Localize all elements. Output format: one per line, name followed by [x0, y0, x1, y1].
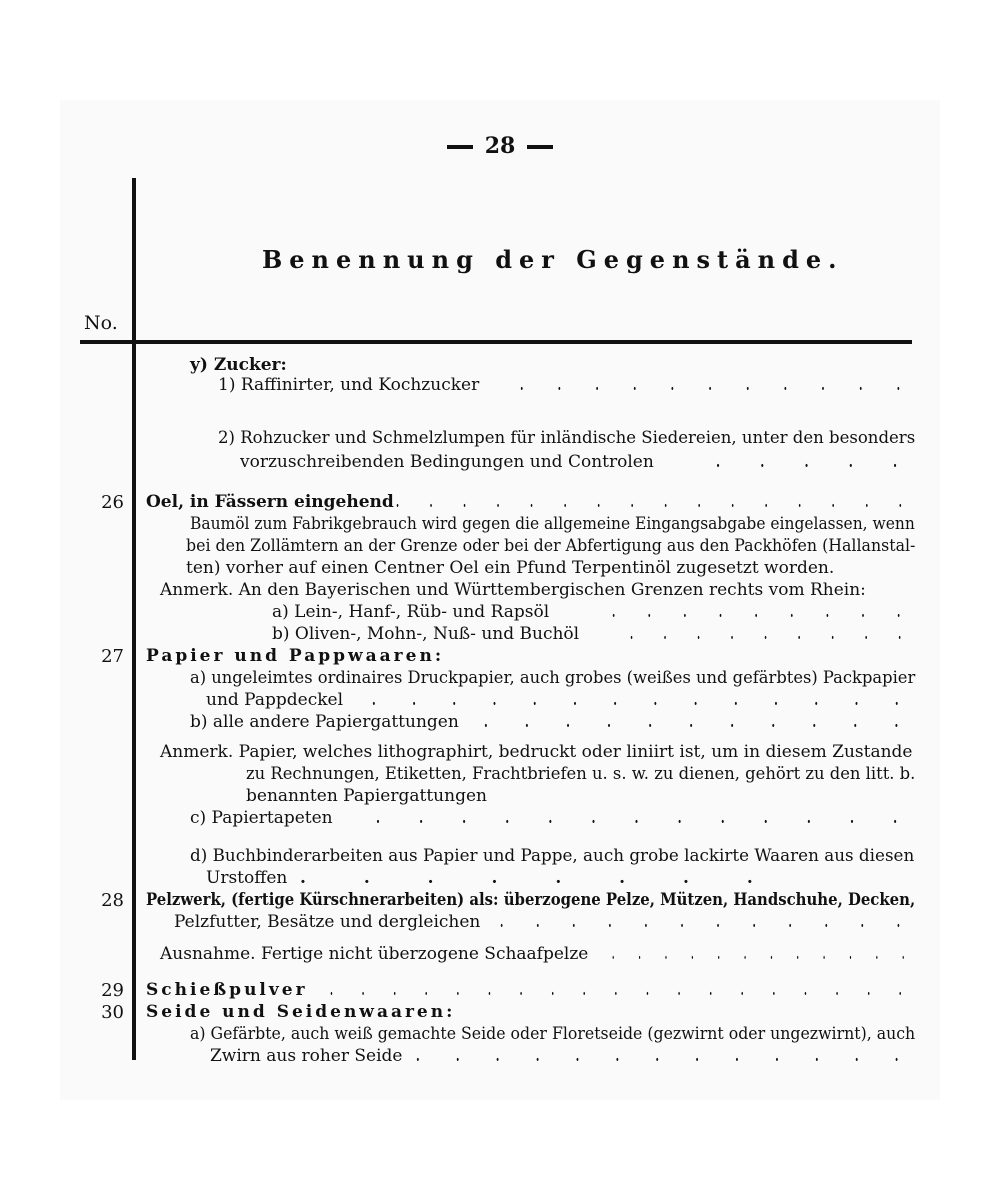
- entry-zucker-1: 1) Raffinirter, und Kochzucker: [218, 375, 480, 395]
- entry-seide-a: a) Gefärbte, auch weiß gemachte Seide oder Floretseide (gezwirnt oder ungezwirnt), auch: [190, 1024, 916, 1044]
- leader-dots: . . . . . . . . . . . . . . . . . . .: [330, 980, 915, 1000]
- entry-oel-a: a) Lein-, Hanf-, Rüb- und Rapsöl: [272, 602, 550, 622]
- entry-pelzwerk-ausnahme: Ausnahme. Fertige nicht überzogene Schaafpelze: [160, 944, 589, 964]
- leader-dots: . . . . . . . .: [300, 868, 779, 888]
- leader-dots: . . . . . . . . . . . .: [612, 944, 916, 964]
- page-number: [0, 133, 1000, 159]
- entry-papier-anmerk-3: benannten Papiergattungen: [246, 786, 487, 806]
- leader-dots: . . . . . . . . . . . . . . . .: [396, 492, 916, 512]
- left-column-rule: [132, 178, 136, 1060]
- dash-right: [527, 145, 553, 149]
- entry-oel-b: b) Oliven-, Mohn-, Nuß- und Buchöl: [272, 624, 580, 644]
- entry-oel-anmerk: Anmerk. An den Bayerischen und Württembergischen Grenzen rechts vom Rhein:: [160, 580, 866, 600]
- leader-dots: . . . . . . . . . . .: [520, 375, 916, 395]
- leader-dots: . . . . . . . . . . . . . .: [372, 690, 915, 710]
- entry-papier-anmerk-1: Anmerk. Papier, welches lithographirt, bedruckt oder liniirt ist, um in diesem Zustande: [160, 742, 913, 762]
- entry-oel-body-1: Baumöl zum Fabrikgebrauch wird gegen die allgemeine Eingangsabgabe eingelassen, wenn: [190, 514, 915, 534]
- column-header-title: Benennung der Gegenstände.: [262, 245, 844, 274]
- header-rule: [80, 340, 912, 344]
- leader-dots: . . . . . . . . .: [630, 624, 915, 644]
- entry-pelzwerk: Pelzwerk, (fertige Kürschnerarbeiten) als: überzogene Pelze, Mützen, Handschuhe, Decken,: [146, 890, 916, 910]
- entry-papier-a: a) ungeleimtes ordinaires Druckpapier, auch grobes (weißes und gefärbtes) Packpapier: [190, 668, 916, 688]
- entry-number-27: 27: [101, 646, 124, 667]
- entry-papier-d: d) Buchbinderarbeiten aus Papier und Pappe, auch grobe lackirte Waaren aus diesen: [190, 846, 915, 866]
- dash-left: [447, 145, 473, 149]
- entry-number-26: 26: [101, 492, 124, 513]
- leader-dots: . . . . . . . . . . . .: [500, 912, 915, 932]
- entry-zucker-heading: y) Zucker:: [190, 355, 287, 375]
- entry-oel: Oel, in Fässern eingehend: [146, 492, 394, 512]
- entry-papier-d-cont: Urstoffen: [206, 868, 288, 888]
- entry-papier-anmerk-2: zu Rechnungen, Etiketten, Frachtbriefen u. s. w. zu dienen, gehört zu den litt. b.: [246, 764, 916, 784]
- leader-dots: . . . . . . . . . . . . .: [376, 808, 915, 828]
- entry-seide-a-cont: Zwirn aus roher Seide: [210, 1046, 403, 1066]
- number-column-label: No.: [84, 312, 118, 334]
- entry-pelzwerk-cont: Pelzfutter, Besätze und dergleichen: [174, 912, 481, 932]
- entry-number-29: 29: [101, 980, 124, 1001]
- entry-oel-body-3: ten) vorher auf einen Centner Oel ein Pfund Terpentinöl zugesetzt worden.: [186, 558, 835, 578]
- entry-papier: Papier und Pappwaaren:: [146, 646, 445, 666]
- entry-number-30: 30: [101, 1002, 124, 1023]
- entry-number-28: 28: [101, 890, 124, 911]
- leader-dots: . . . . . . . . .: [612, 602, 915, 622]
- entry-schiesspulver: Schießpulver: [146, 980, 308, 1000]
- leader-dots: . . . . .: [716, 452, 916, 472]
- entry-zucker-2-cont: vorzuschreibenden Bedingungen und Controlen: [240, 452, 654, 472]
- leader-dots: . . . . . . . . . . .: [484, 712, 916, 732]
- entry-papier-b: b) alle andere Papiergattungen: [190, 712, 459, 732]
- entry-oel-body-2: bei den Zollämtern an der Grenze oder bei der Abfertigung aus den Packhöfen (Hallanstal-: [186, 536, 916, 556]
- leader-dots: . . . . . . . . . . . . .: [416, 1046, 915, 1066]
- entry-zucker-2: 2) Rohzucker und Schmelzlumpen für inländische Siedereien, unter den besonders: [218, 428, 916, 448]
- entry-papier-a-cont: und Pappdeckel: [206, 690, 344, 710]
- entry-papier-c: c) Papiertapeten: [190, 808, 333, 828]
- entry-seide: Seide und Seidenwaaren:: [146, 1002, 456, 1022]
- page-number-text: 28: [484, 133, 516, 159]
